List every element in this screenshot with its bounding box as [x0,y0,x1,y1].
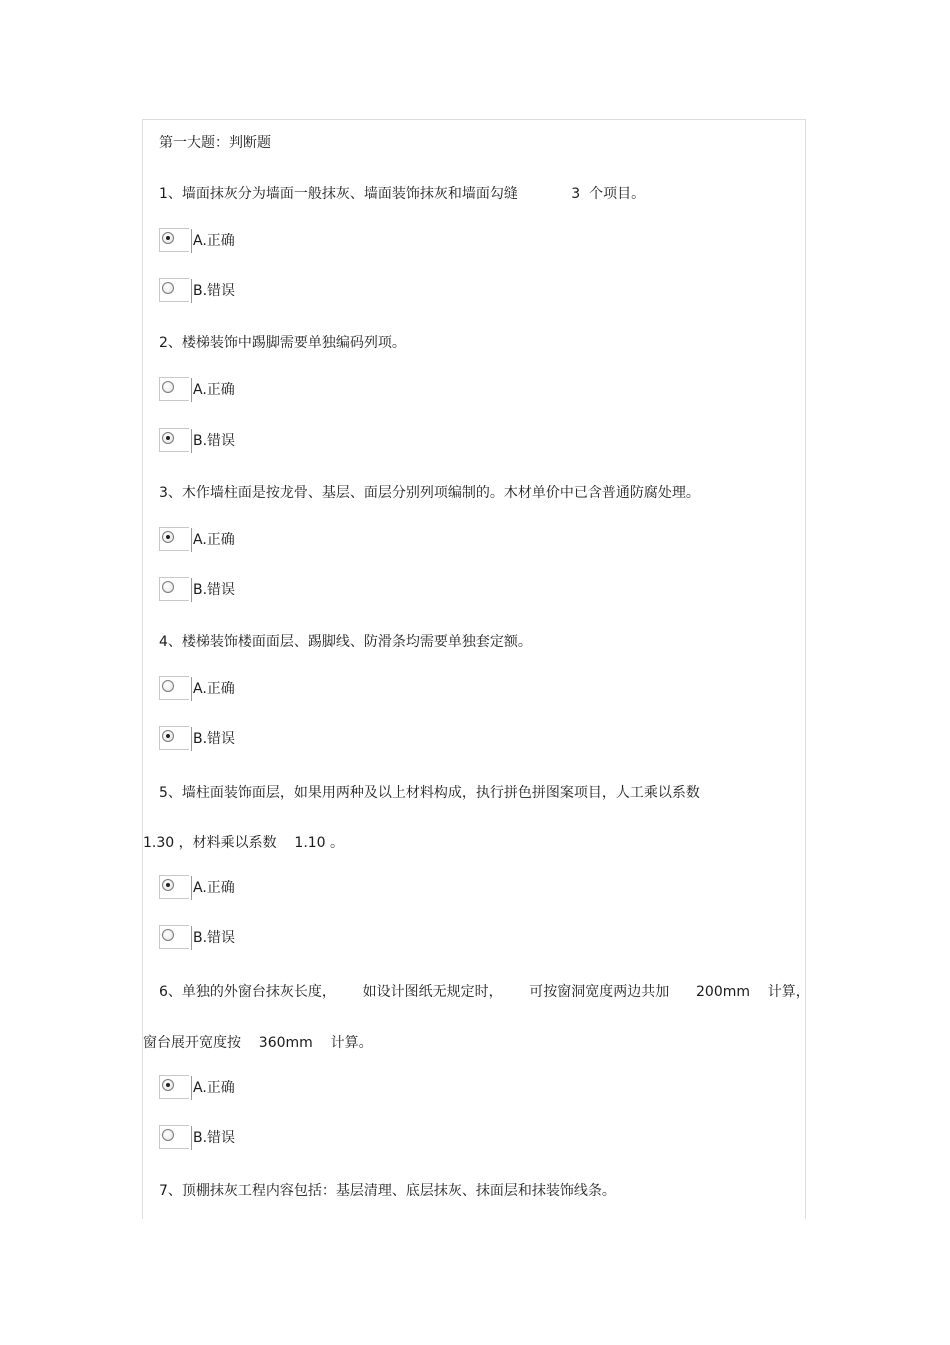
radio-unselected-icon[interactable] [162,581,174,593]
radio-selected-icon[interactable] [162,432,174,444]
option-label: B.错误 [193,283,236,299]
option-label: B.错误 [193,433,236,449]
question-3-text: 3、木作墙柱面是按龙骨、基层、面层分别列项编制的。木材单价中已含普通防腐处理。 [159,485,700,501]
option-label: A.正确 [193,382,235,398]
option-label: A.正确 [193,681,235,697]
option-label: A.正确 [193,1080,235,1096]
option-label: A.正确 [193,532,235,548]
question-1-text: 1、墙面抹灰分为墙面一般抹灰、墙面装饰抹灰和墙面勾缝 3 个项目。 [159,186,646,202]
question-7-text: 7、顶棚抹灰工程内容包括：基层清理、底层抹灰、抹面层和抹装饰线条。 [159,1183,616,1199]
radio-frame [159,428,189,452]
question-3-option-b[interactable] [159,577,279,604]
radio-selected-icon[interactable] [162,232,174,244]
question-2-option-a[interactable] [159,377,279,404]
radio-unselected-icon[interactable] [162,282,174,294]
question-5-option-a[interactable] [159,875,279,902]
question-5-text-continued: 1.30 ，材料乘以系数 1.10 。 [143,835,345,851]
question-6-option-a[interactable] [159,1075,279,1102]
radio-frame [159,1125,189,1149]
question-4-option-b[interactable] [159,726,279,753]
question-3-option-a[interactable] [159,527,279,554]
option-label: B.错误 [193,582,236,598]
radio-frame [159,527,189,551]
radio-frame [159,377,189,401]
question-2-option-b[interactable] [159,428,279,455]
question-2-text: 2、楼梯装饰中踢脚需要单独编码列项。 [159,335,406,351]
option-label: B.错误 [193,1130,236,1146]
radio-frame [159,676,189,700]
radio-unselected-icon[interactable] [162,381,174,393]
radio-frame [159,228,189,252]
radio-selected-icon[interactable] [162,730,174,742]
question-6-text: 6、单独的外窗台抹灰长度， 如设计图纸无规定时， 可按窗洞宽度两边共加 200mm 计算， [159,984,810,1000]
question-6-option-b[interactable] [159,1125,279,1152]
question-1-option-a[interactable] [159,228,279,255]
radio-unselected-icon[interactable] [162,1129,174,1141]
question-5-option-b[interactable] [159,925,279,952]
radio-frame [159,726,189,750]
radio-frame [159,1075,189,1099]
option-label: A.正确 [193,233,235,249]
question-5-text: 5、墙柱面装饰面层，如果用两种及以上材料构成，执行拼色拼图案项目，人工乘以系数 [159,785,700,801]
section-title: 第一大题：判断题 [159,135,271,151]
option-label: B.错误 [193,731,236,747]
radio-unselected-icon[interactable] [162,680,174,692]
radio-frame [159,278,189,302]
question-6-text-continued: 窗台展开宽度按 360mm 计算。 [143,1035,373,1051]
radio-frame [159,925,189,949]
radio-frame [159,577,189,601]
radio-unselected-icon[interactable] [162,929,174,941]
radio-frame [159,875,189,899]
question-1-option-b[interactable] [159,278,279,305]
question-4-text: 4、楼梯装饰楼面面层、踢脚线、防滑条均需要单独套定额。 [159,634,532,650]
option-label: A.正确 [193,880,235,896]
question-4-option-a[interactable] [159,676,279,703]
radio-selected-icon[interactable] [162,1079,174,1091]
radio-selected-icon[interactable] [162,531,174,543]
option-label: B.错误 [193,930,236,946]
radio-selected-icon[interactable] [162,879,174,891]
